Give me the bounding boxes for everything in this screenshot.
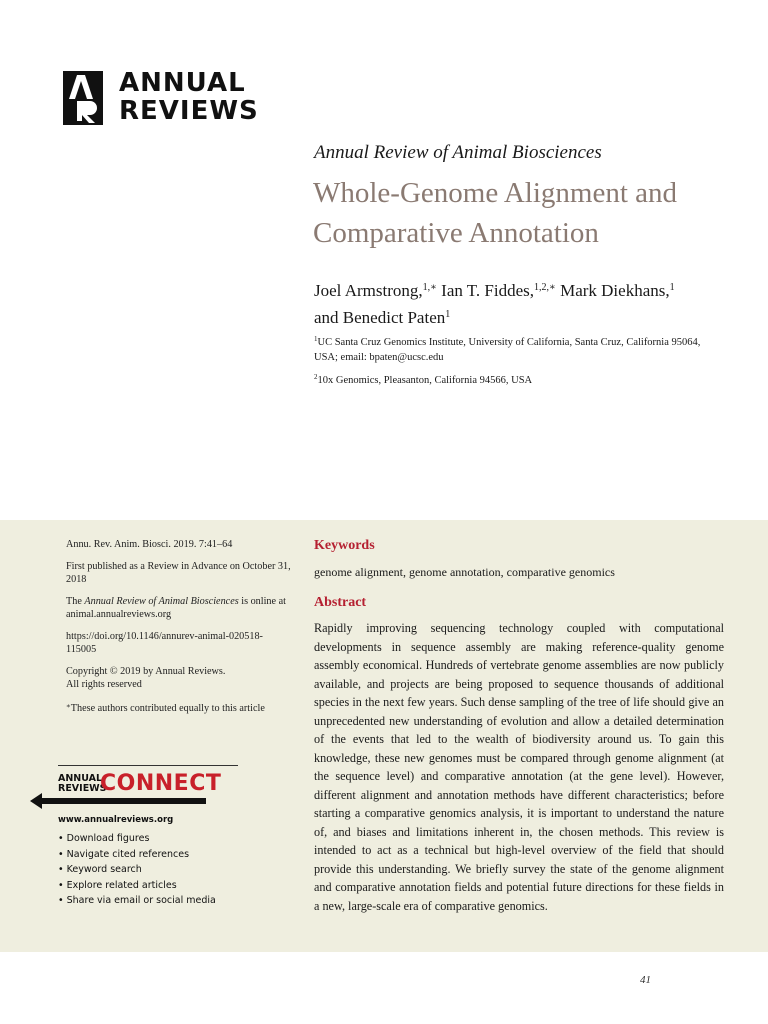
online-note-pre: The — [66, 595, 85, 607]
connect-divider — [58, 765, 238, 766]
doi-link[interactable]: https://doi.org/10.1146/annurev-animal-020518-115005 — [66, 630, 263, 655]
author-affil-sup: 1 — [669, 282, 675, 293]
equal-mark: ∗ — [66, 701, 71, 710]
rights-line: All rights reserved — [66, 679, 142, 690]
author-list — [314, 276, 734, 330]
article-metadata — [66, 538, 291, 723]
ar-logo-mark-icon — [63, 71, 103, 125]
author-name: Mark Diekhans, — [555, 281, 670, 300]
connect-feature-item: • Keyword search — [58, 862, 216, 878]
affiliation-text: 10x Genomics, Pleasanton, California 94566, USA — [317, 375, 533, 386]
connect-feature-item: • Share via email or social media — [58, 893, 216, 909]
journal-name: Annual Review of Animal Biosciences — [314, 142, 602, 163]
online-note-post: is online at animal.annualreviews.org — [66, 595, 286, 620]
author-name: and Benedict Paten — [314, 308, 446, 327]
author-affil-sup: 1,∗ — [422, 282, 437, 293]
abstract-text: Rapidly improving sequencing technology coupled with computational developments in sequence assembly are making reference-quality genome assembly economical. Hundreds of vertebrate genome assemblies are now publicly available, and projects are being proposed to sequence thousands of additional species in the next few years. Such dense sampling of the tree of life should give an unprecedented new understanding of evolution and allow a detailed determination of the events that led to the wealth of biodiversity around us. To gain this knowledge, these new genomes must be compared through genome alignment (at the sequence level) and comparative annotation (at the gene level). However, different alignment and annotation methods have different characteristics; before starting a comparative genomics analysis, it is important to understand the nature of, and biases and limitations inherent in, the chosen methods. This review is intended to act as a technical but high-level overview of the field that should provide this understanding. We briefly survey the state of the genome alignment and comparative annotation fields and potential future directions for these fields in a new, large-scale era of comparative genomics. — [314, 621, 724, 913]
online-note — [66, 595, 291, 622]
logo-line-2: REVIEWS — [119, 96, 259, 126]
affiliation-text: UC Santa Cruz Genomics Institute, University of California, Santa Cruz, California 95064, USA; email: bpaten@ucsc.edu — [314, 337, 701, 363]
annual-reviews-connect[interactable] — [30, 765, 220, 915]
connect-url[interactable]: www.annualreviews.org — [58, 815, 174, 825]
affiliation-number: 1 — [314, 335, 318, 343]
equal-contribution-note — [66, 700, 291, 716]
affiliation-item — [314, 370, 724, 388]
affiliations — [314, 332, 724, 393]
connect-small-line-1: ANNUAL — [58, 773, 103, 784]
first-published: First published as a Review in Advance on October 31, 2018 — [66, 560, 291, 585]
connect-feature-item: • Download figures — [58, 831, 216, 847]
connect-feature-list — [58, 831, 216, 909]
author-affil-sup: 1 — [445, 309, 451, 320]
affiliation-number: 2 — [314, 373, 318, 381]
page-number: 41 — [640, 974, 651, 986]
keywords-text: genome alignment, genome annotation, comparative genomics — [314, 565, 615, 579]
author-name: Ian T. Fiddes, — [436, 281, 535, 300]
citation: Annu. Rev. Anim. Biosci. 2019. 7:41–64 — [66, 539, 233, 550]
annual-reviews-logo — [63, 68, 263, 127]
author-name: Joel Armstrong, — [314, 281, 423, 300]
equal-note-text: These authors contributed equally to this article — [70, 702, 265, 714]
affiliation-item — [314, 332, 724, 365]
connect-feature-item: • Explore related articles — [58, 878, 216, 894]
keywords-heading: Keywords — [314, 538, 375, 553]
copyright-line: Copyright © 2019 by Annual Reviews. — [66, 665, 226, 677]
author-affil-sup: 1,2,∗ — [534, 282, 556, 293]
logo-line-1: ANNUAL — [119, 68, 246, 98]
abstract-heading: Abstract — [314, 595, 367, 610]
left-arrow-icon — [30, 793, 206, 809]
online-journal-name: Annual Review of Animal Biosciences — [84, 595, 239, 607]
connect-wordmark: CONNECT — [100, 771, 222, 796]
connect-small-line-2: REVIEWS — [58, 783, 107, 794]
article-title: Whole-Genome Alignment and Comparative Annotation — [313, 177, 678, 249]
logo-wordmark — [119, 69, 259, 125]
connect-feature-item: • Navigate cited references — [58, 847, 216, 863]
copyright — [66, 665, 291, 692]
